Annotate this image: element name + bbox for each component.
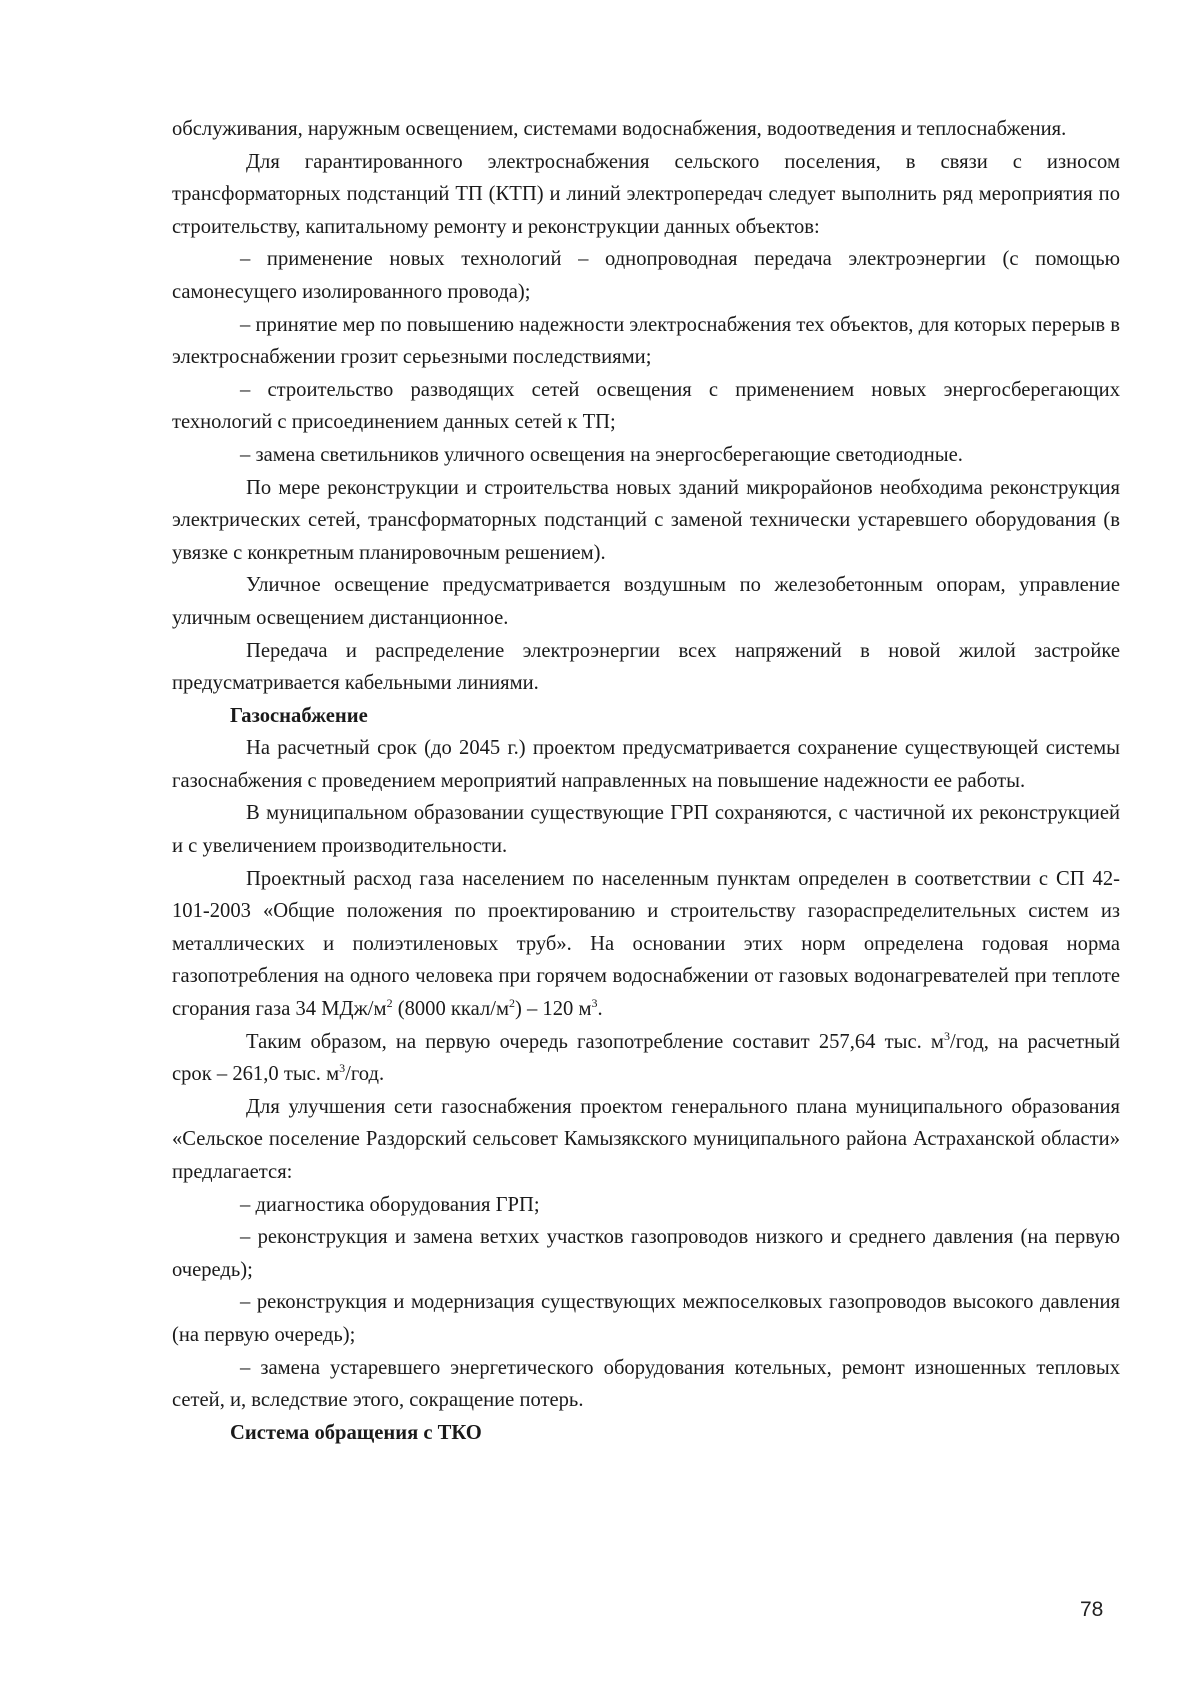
gas-norm-kcal: (8000 ккал/м — [392, 998, 509, 1021]
paragraph-power-supply: Для гарантированного электроснабжения сельского поселения, в связи с износом трансформаторных подстанций ТП (КТП) и линий электропередач следует выполнить ряд мероприятия по строительству, капитальному ремонту и реконструкции данных объектов: — [172, 150, 1120, 238]
list-item-led-lamps: – замена светильников уличного освещения на энергосберегающие светодиодные. — [240, 443, 963, 466]
paragraph-gas-term: На расчетный срок (до 2045 г.) проектом предусматривается сохранение существующей системы газоснабжения с проведением мероприятий направленных на повышение надежности ее работы. — [172, 737, 1120, 792]
superscript-3: 3 — [591, 996, 598, 1011]
gas-norm-period: . — [597, 998, 603, 1021]
gas-norm-volume: ) – 120 м — [514, 998, 592, 1021]
list-item-pipeline-replacement: – реконструкция и замена ветхих участков газопроводов низкого и среднего давления (на первую очередь); — [172, 1226, 1120, 1281]
document-page — [172, 113, 1120, 1449]
paragraph-cable-lines: Передача и распределение электроэнергии всех напряжений в новой жилой застройке предусматривается кабельными линиями. — [172, 639, 1120, 695]
superscript-3b: 3 — [339, 1061, 346, 1076]
gas-total-end: /год. — [345, 1063, 385, 1086]
page-number: 78 — [1080, 1598, 1104, 1621]
paragraph-intro: обслуживания, наружным освещением, системами водоснабжения, водоотведения и теплоснабжения. — [172, 118, 1067, 140]
paragraph-gas-consumption-norm — [172, 863, 1120, 1026]
section-heading-waste-management: Система обращения с ТКО — [230, 1421, 482, 1444]
superscript-2b: 2 — [508, 996, 515, 1011]
gas-total-text: Таким образом, на первую очередь газопотребление составит 257,64 тыс. м — [246, 1030, 944, 1053]
list-item-new-technologies: – применение новых технологий – однопроводная передача электроэнергии (с помощью самонесущего изолированного провода); — [172, 248, 1120, 303]
paragraph-gas-total — [172, 1026, 1120, 1091]
paragraph-reconstruction: По мере реконструкции и строительства новых зданий микрорайонов необходима реконструкция электрических сетей, трансформаторных подстанций с заменой технически устаревшего оборудования (в увязке с конкретным планировочным решением). — [172, 476, 1120, 564]
list-item-grp-diagnostics: – диагностика оборудования ГРП; — [240, 1193, 540, 1216]
gas-total-mid: /год, на расчетный срок – 261,0 тыс. м — [172, 1030, 1121, 1086]
section-heading-gas-supply: Газоснабжение — [230, 704, 368, 727]
paragraph-street-lighting: Уличное освещение предусматривается воздушным по железобетонным опорам, управление уличным освещением дистанционное. — [172, 574, 1120, 629]
list-item-pipeline-modernization: – реконструкция и модернизация существующих межпоселковых газопроводов высокого давления (на первую очередь); — [172, 1291, 1120, 1346]
list-item-boiler-replacement: – замена устаревшего энергетического оборудования котельных, ремонт изношенных тепловых сетей, и, вследствие этого, сокращение потерь. — [172, 1356, 1120, 1412]
list-item-lighting-networks: – строительство разводящих сетей освещения с применением новых энергосберегающих технологий с присоединением данных сетей к ТП; — [172, 378, 1120, 434]
list-item-reliability: – принятие мер по повышению надежности электроснабжения тех объектов, для которых перерыв в электроснабжении грозит серьезными последствиями; — [172, 313, 1120, 369]
superscript-2: 2 — [386, 996, 393, 1011]
paragraph-gas-improvement: Для улучшения сети газоснабжения проектом генерального плана муниципального образования «Сельское поселение Раздорский сельсовет Камызякского муниципального района Астраханской области» предлагается: — [172, 1095, 1120, 1183]
gas-norm-text: Проектный расход газа населением по населенным пунктам определен в соответствии с СП 42-101-2003 «Общие положения по проектированию и строительству газораспределительных систем из металлических и полиэтиленовых труб». На основании этих норм определена годовая норма газопотребления на одного человека при горячем водоснабжении от газовых водонагревателей при теплоте сгорания газа 34 МДж/м — [172, 867, 1120, 1021]
paragraph-grp: В муниципальном образовании существующие ГРП сохраняются, с частичной их реконструкцией и с увеличением производительности. — [172, 802, 1120, 858]
superscript-3a: 3 — [943, 1028, 950, 1043]
